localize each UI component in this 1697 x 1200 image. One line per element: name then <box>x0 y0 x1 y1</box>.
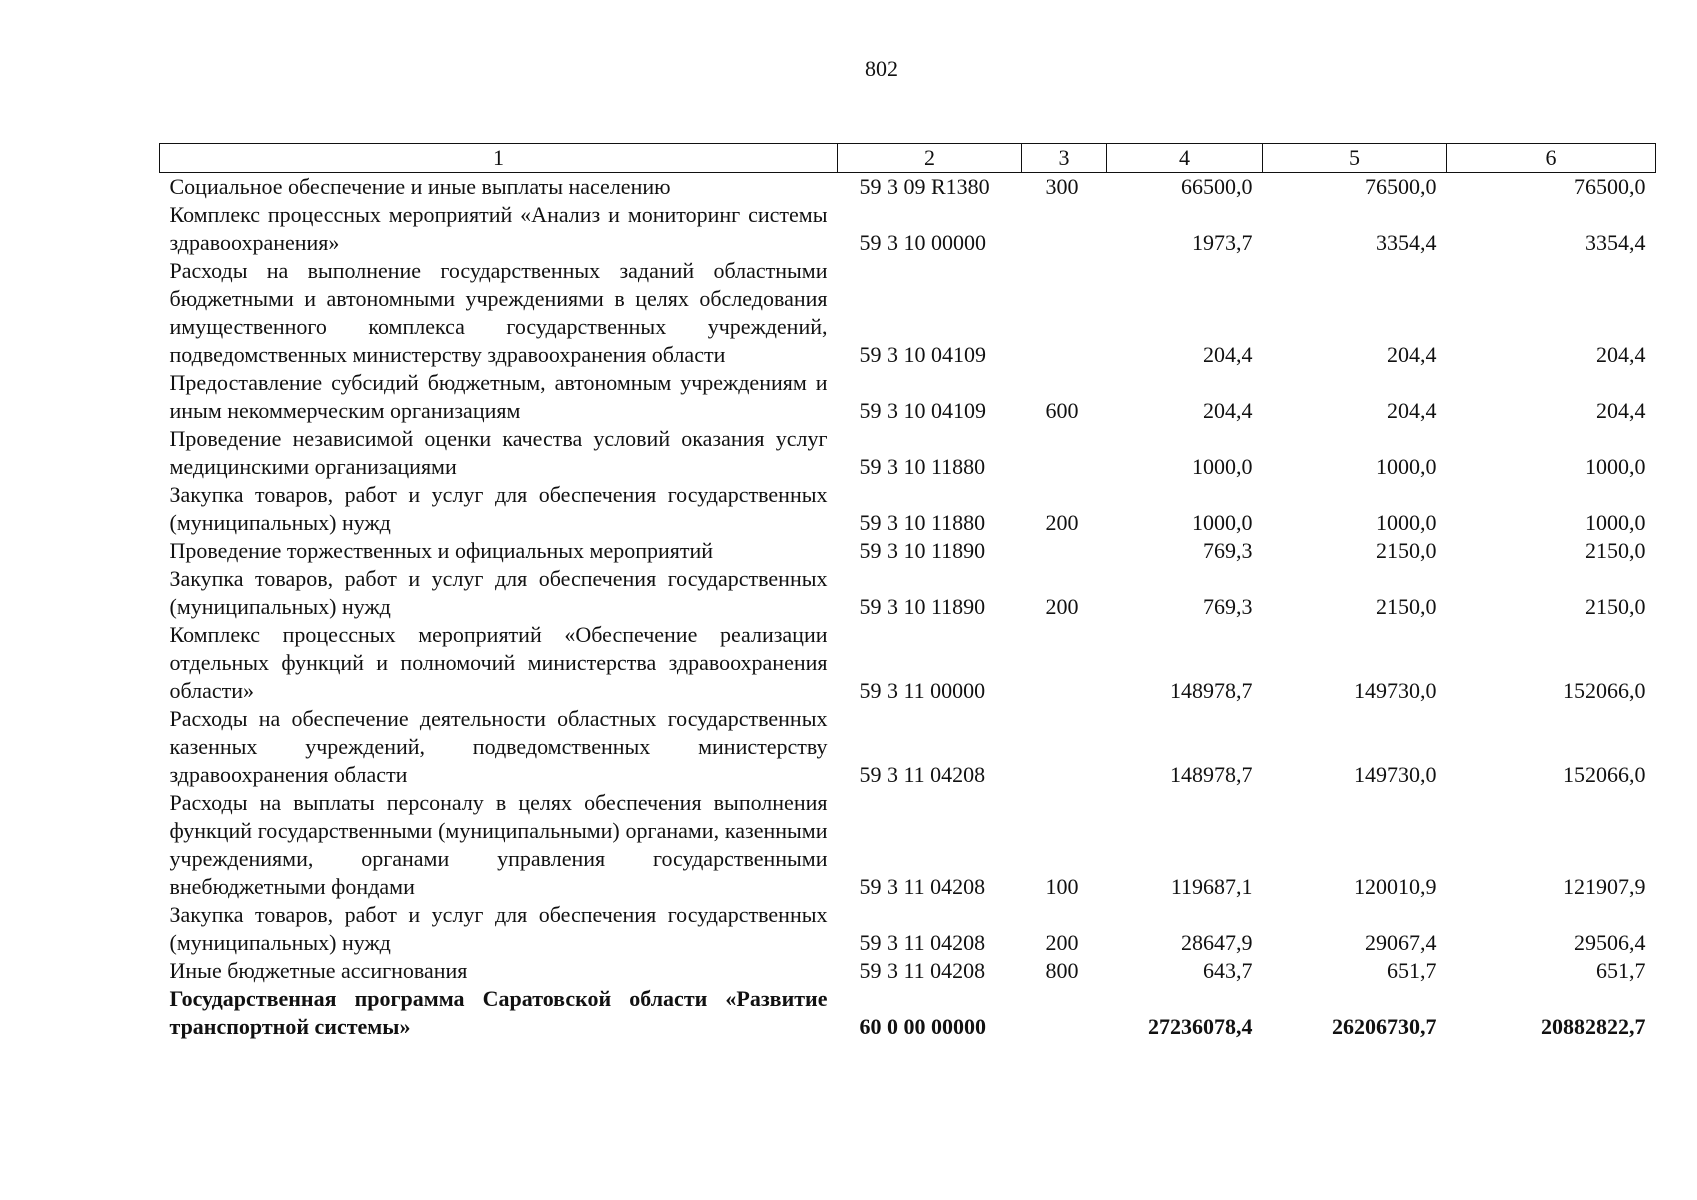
header-col-1: 1 <box>160 144 838 173</box>
row-expense-type: 800 <box>1045 958 1079 983</box>
row-expense-type: 600 <box>1045 398 1079 423</box>
row-expense-type <box>1022 257 1107 369</box>
row-expense-type: 200 <box>1045 510 1079 535</box>
row-code: 59 3 10 00000 <box>859 230 986 255</box>
row-amount-col-5: 149730,0 <box>1354 762 1437 787</box>
table-body <box>160 173 1656 1042</box>
row-name: Государственная программа Саратовской области «Развитие транспортной системы» <box>169 986 828 1039</box>
row-code: 59 3 10 11890 <box>859 594 986 619</box>
row-code: 59 3 10 11890 <box>859 538 986 563</box>
row-amount-col-6: 204,4 <box>1596 398 1646 423</box>
row-expense-type <box>1022 985 1107 1041</box>
row-amount-col-6: 2150,0 <box>1585 538 1646 563</box>
header-col-2: 2 <box>838 144 1022 173</box>
table-row <box>160 901 1656 957</box>
table-row <box>160 201 1656 257</box>
row-amount-col-5: 76500,0 <box>1365 174 1437 199</box>
table-row <box>160 537 1656 565</box>
row-expense-type <box>1022 537 1107 565</box>
row-amount-col-5: 149730,0 <box>1354 678 1437 703</box>
row-amount-col-6: 152066,0 <box>1563 678 1646 703</box>
row-amount-col-4: 769,3 <box>1203 594 1253 619</box>
row-name: Предоставление субсидий бюджетным, автономным учреждениям и иным некоммерческим организациям <box>169 370 828 423</box>
row-code: 59 3 10 04109 <box>859 398 986 423</box>
row-expense-type <box>1022 425 1107 481</box>
row-code: 59 3 11 04208 <box>859 958 986 983</box>
row-amount-col-5: 651,7 <box>1387 958 1437 983</box>
row-amount-col-4: 148978,7 <box>1170 762 1253 787</box>
row-name: Закупка товаров, работ и услуг для обеспечения государственных (муниципальных) нужд <box>169 566 828 619</box>
row-amount-col-4: 1000,0 <box>1192 510 1253 535</box>
row-amount-col-5: 3354,4 <box>1376 230 1437 255</box>
budget-table <box>159 143 1656 1041</box>
row-amount-col-6: 651,7 <box>1596 958 1646 983</box>
row-code: 59 3 11 04208 <box>859 762 986 787</box>
table-row <box>160 425 1656 481</box>
row-amount-col-6: 152066,0 <box>1563 762 1646 787</box>
row-amount-col-6: 76500,0 <box>1574 174 1646 199</box>
row-code: 59 3 11 00000 <box>859 678 986 703</box>
row-amount-col-5: 1000,0 <box>1376 510 1437 535</box>
row-amount-col-4: 204,4 <box>1203 342 1253 367</box>
row-amount-col-4: 27236078,4 <box>1148 1014 1253 1039</box>
row-amount-col-4: 204,4 <box>1203 398 1253 423</box>
row-name: Комплекс процессных мероприятий «Обеспечение реализации отдельных функций и полномочий министерства здравоохранения области» <box>169 622 828 703</box>
row-code: 59 3 10 11880 <box>859 454 986 479</box>
row-expense-type: 200 <box>1045 594 1079 619</box>
header-col-5: 5 <box>1263 144 1447 173</box>
row-code: 59 3 10 11880 <box>859 510 986 535</box>
row-amount-col-5: 2150,0 <box>1376 594 1437 619</box>
table-header <box>160 144 1656 173</box>
table-row <box>160 789 1656 901</box>
row-name: Иные бюджетные ассигнования <box>169 958 468 983</box>
table-row <box>160 565 1656 621</box>
row-name: Комплекс процессных мероприятий «Анализ и мониторинг системы здравоохранения» <box>169 202 828 255</box>
table-row <box>160 621 1656 705</box>
row-amount-col-4: 643,7 <box>1203 958 1253 983</box>
row-amount-col-6: 2150,0 <box>1585 594 1646 619</box>
row-amount-col-4: 28647,9 <box>1181 930 1253 955</box>
row-amount-col-6: 1000,0 <box>1585 454 1646 479</box>
table-row <box>160 957 1656 985</box>
header-row <box>160 144 1656 173</box>
row-amount-col-6: 20882822,7 <box>1541 1014 1646 1039</box>
row-amount-col-5: 2150,0 <box>1376 538 1437 563</box>
row-amount-col-5: 1000,0 <box>1376 454 1437 479</box>
row-amount-col-6: 3354,4 <box>1585 230 1646 255</box>
row-name: Проведение торжественных и официальных мероприятий <box>169 538 714 563</box>
row-amount-col-6: 121907,9 <box>1563 874 1646 899</box>
row-amount-col-5: 29067,4 <box>1365 930 1437 955</box>
row-name: Расходы на обеспечение деятельности областных государственных казенных учреждений, подведомственных министерству здравоохранения области <box>169 706 828 787</box>
row-name: Проведение независимой оценки качества условий оказания услуг медицинскими организациями <box>169 426 828 479</box>
row-amount-col-4: 148978,7 <box>1170 678 1253 703</box>
row-name: Закупка товаров, работ и услуг для обеспечения государственных (муниципальных) нужд <box>169 902 828 955</box>
row-name: Расходы на выполнение государственных заданий областными бюджетными и автономными учреждениями в целях обследования имущественного комплекса государственных учреждений, подведомственных министерству здравоохранения области <box>169 258 828 367</box>
row-name: Социальное обеспечение и иные выплаты населению <box>169 174 671 199</box>
page-number: 802 <box>865 56 898 81</box>
header-col-3: 3 <box>1022 144 1107 173</box>
row-code: 59 3 11 04208 <box>859 930 986 955</box>
row-amount-col-6: 204,4 <box>1596 342 1646 367</box>
row-code: 59 3 10 04109 <box>859 342 986 367</box>
header-col-6: 6 <box>1447 144 1656 173</box>
table-row <box>160 705 1656 789</box>
row-amount-col-4: 769,3 <box>1203 538 1253 563</box>
row-amount-col-5: 120010,9 <box>1354 874 1437 899</box>
row-code: 60 0 00 00000 <box>859 1014 986 1039</box>
header-col-4: 4 <box>1107 144 1263 173</box>
table-row <box>160 985 1656 1041</box>
row-name: Расходы на выплаты персоналу в целях обеспечения выполнения функций государственными (муниципальными) органами, казенными учреждениями, органами управления государственными внебюджетными фондами <box>169 790 828 899</box>
row-amount-col-5: 26206730,7 <box>1332 1014 1437 1039</box>
row-amount-col-5: 204,4 <box>1387 342 1437 367</box>
table-row <box>160 369 1656 425</box>
row-expense-type: 300 <box>1045 174 1079 199</box>
row-expense-type: 200 <box>1045 930 1079 955</box>
row-expense-type: 100 <box>1045 874 1079 899</box>
row-amount-col-4: 66500,0 <box>1181 174 1253 199</box>
table-row <box>160 481 1656 537</box>
table-row <box>160 173 1656 202</box>
row-amount-col-6: 29506,4 <box>1574 930 1646 955</box>
row-expense-type <box>1022 621 1107 705</box>
row-amount-col-4: 119687,1 <box>1170 874 1253 899</box>
row-name: Закупка товаров, работ и услуг для обеспечения государственных (муниципальных) нужд <box>169 482 828 535</box>
row-amount-col-4: 1973,7 <box>1192 230 1253 255</box>
row-code: 59 3 09 R1380 <box>859 174 990 199</box>
row-amount-col-6: 1000,0 <box>1585 510 1646 535</box>
row-expense-type <box>1022 705 1107 789</box>
row-amount-col-5: 204,4 <box>1387 398 1437 423</box>
table-row <box>160 257 1656 369</box>
row-amount-col-4: 1000,0 <box>1192 454 1253 479</box>
row-expense-type <box>1022 201 1107 257</box>
row-code: 59 3 11 04208 <box>859 874 986 899</box>
